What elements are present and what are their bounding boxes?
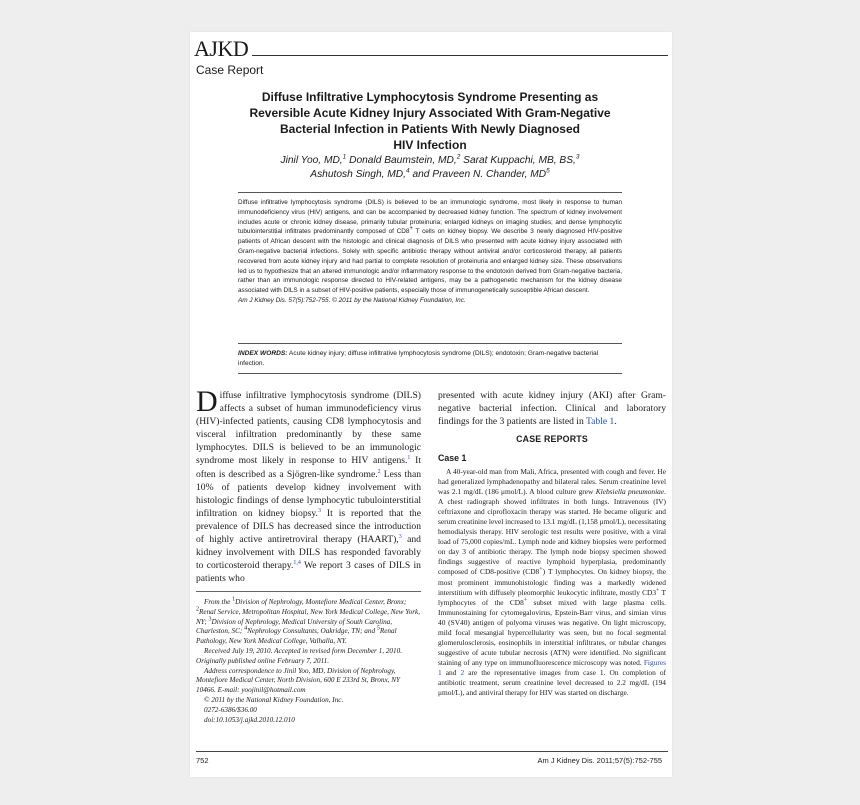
body-text: iffuse infiltrative lymphocytosis syndrome (DILS) affects a subset of human immunodeficiency virus (HIV)-infected patients, causing CD8 lymphocytosis and visceral infiltration predominantly by these same lymphocytes. DILS is believed to be an immunologic syndrome most likely in response to HIV antigens. xyxy=(196,390,421,467)
title-line: Bacterial Infection in Patients With Newly Diagnosed xyxy=(280,122,580,136)
case-1-heading: Case 1 xyxy=(438,453,467,463)
body-text: subset mixed with large plasma cells. Immunostaining for cytomegalovirus, Epstein-Barr virus, and simian virus 40 (SV40) antigen of polyoma viruses was negative. On light microscopy, mild focal mesangial hypercellularity was seen, but no focal segmental glomerulosclerosis, eosinophils in interstitial infiltrates, or tubular changes suggestive of acute tubular necrosis (ATN) were identified. No significant staining of any type on immunofluorescence microscopy was noted. xyxy=(438,597,666,667)
body-text: A 40-year-old man from Mali, Africa, presented with cough and fever. He had generalized lymphadenopathy and bilateral rales. Serum creatinine level was 2.1 mg/dL (186 μmol/L). A blood culture grew xyxy=(438,467,666,497)
organism-name: Klebsiella pneumoniae xyxy=(595,487,665,497)
reference-link[interactable]: 3 xyxy=(317,507,321,514)
body-text: are the representative images from case 1. On completion of antibiotic treatment, serum creatinine level decreased to 2.2 mg/dL (194 μmol/L), and antiviral therapy for HIV was started on discharge. xyxy=(438,667,666,698)
reference-link[interactable]: 2 xyxy=(377,468,381,475)
reference-link[interactable]: 1,4 xyxy=(293,560,301,567)
copyright-note: © 2011 by the National Kidney Foundation, Inc. xyxy=(204,695,344,704)
author-affiliation: 1 xyxy=(342,153,347,161)
section-label: Case Report xyxy=(196,63,264,77)
figure-link[interactable]: 2 xyxy=(460,667,465,677)
author-name: Sarat Kuppachi, MB, BS, xyxy=(460,155,576,166)
author-name: Donald Baumstein, MD, xyxy=(346,155,457,166)
reference-link[interactable]: 3 xyxy=(398,533,402,540)
abstract xyxy=(238,198,622,306)
superscript: + xyxy=(409,226,413,233)
title-line: Diffuse Infiltrative Lymphocytosis Syndrome Presenting as xyxy=(261,90,599,104)
body-text: Less than 10% of patients develop kidney involvement with histologic findings of dense lymphocytic tubulointerstitial infiltration on kidney biopsy. xyxy=(196,468,422,519)
received-note: Received July 19, 2010. Accepted in revised form December 1, 2010. Originally published online February 7, 2011. xyxy=(196,646,402,665)
footer-rule xyxy=(196,751,668,752)
body-text: It is reported that the prevalence of DILS has decreased since the introduction of highly active antiretroviral therapy (HAART), xyxy=(196,507,421,546)
article-title xyxy=(220,89,640,153)
abstract-mid-rule xyxy=(238,343,622,344)
index-words-label: INDEX WORDS: xyxy=(238,350,288,357)
header-rule xyxy=(252,55,668,56)
body-text: We report 3 cases of DILS in patients who xyxy=(196,560,421,585)
abstract-top-rule xyxy=(238,192,622,193)
body-text: It often is described as a Sjögren-like syndrome. xyxy=(196,455,421,480)
table-link[interactable]: Table 1 xyxy=(585,416,615,428)
title-line: HIV Infection xyxy=(393,138,467,152)
index-words xyxy=(238,349,622,369)
author-affiliation: 5 xyxy=(546,167,550,175)
page-number: 752 xyxy=(196,756,209,765)
correspondence-note: Address correspondence to Jinil Yoo, MD, Division of Nephrology, Montefiore Medical Center, North Division, 600 E 233rd St, Bronx, NY 10466. E-mail: yoojinil@hotmail.com xyxy=(196,666,401,695)
superscript: + xyxy=(656,587,660,594)
footer-citation: Am J Kidney Dis. 2011;57(5):752-755 xyxy=(537,756,662,765)
body-text: . xyxy=(614,416,617,428)
doi-note: doi:10.1053/j.ajkd.2010.12.010 xyxy=(204,715,295,724)
superscript: + xyxy=(523,597,528,604)
intro-column xyxy=(196,385,422,585)
intro-continued xyxy=(438,389,666,428)
author-name: and Praveen N. Chander, MD xyxy=(409,168,547,180)
author-list xyxy=(220,154,640,181)
footnote-rule xyxy=(196,591,421,592)
title-line: Reversible Acute Kidney Injury Associated With Gram-Negative xyxy=(249,106,611,120)
author-affiliation: 3 xyxy=(575,153,580,161)
body-text: T lymphocytes of the CD8 xyxy=(438,587,666,607)
author-name: Jinil Yoo, MD, xyxy=(280,155,343,166)
abstract-text: Diffuse infiltrative lymphocytosis syndrome (DILS) is believed to be an immunologic syndrome, most likely in response to human immunodeficiency virus (HIV) antigens, and can be accompanied by decreased kidney function. The spectrum of kidney involvement includes acute or chronic kidney disease, primarily tubular proteinuria; enlarged kidneys on imaging studies; and dense lymphocytic tubulointerstitial infiltrates predominantly composed of CD8 xyxy=(238,199,622,236)
abstract-text: T cells on kidney biopsy. We describe 3 newly diagnosed HIV-positive patients of African descent with the histologic and clinical diagnosis of DILS who presented with acute kidney injury associated with Gram-negative bacterial infections. Solely with specific antibiotic therapy without antiviral and/or corticosteroid therapy, all patients recovered from acute kidney injury and had partial to complete resolution of proteinuria and enlarged kidney size. These observations led us to hypothesize that an altered immunologic and/or inflammatory response to the endotoxin derived from Gram-negative bacteria, rather than an immunologic response directed to HIV-related antigens, may be a pathogenetic mechanism for the kidney disease associated with DILS in a subset of HIV-positive patients, especially those of immunogenetically susceptible African descent. xyxy=(238,228,623,295)
author-affiliation: 2 xyxy=(456,153,461,161)
body-text: and xyxy=(441,667,461,677)
abstract-bottom-rule xyxy=(238,373,622,374)
figure-link[interactable]: Figures 1 xyxy=(438,657,666,677)
superscript: + xyxy=(539,567,543,573)
case-reports-heading: CASE REPORTS xyxy=(516,434,588,444)
body-text: ) T lymphocytes. On kidney biopsy, the most prominent immunohistologic finding was a markedly widened interstitium with diffusely pleomorphic leukocytic infiltrate, mostly CD3 xyxy=(438,567,666,597)
affiliations-note: From the $^1$Division of Nephrology, Montefiore Medical Center, Bronx; $^2$Renal Service, Metropolitan Hospital, New York Medical College, New York, NY; $^3$Division of Nephrology, Medical University of South Carolina, Charleston, SC; $^4$Nephrology Consultants, Oakridge, TN; and $^5$Renal Pathology, New York Medical College, Valhalla, NY. xyxy=(196,596,420,646)
reference-link[interactable]: 1 xyxy=(407,455,411,462)
abstract-citation: Am J Kidney Dis. 57(5):752-755. © 2011 by the National Kidney Foundation, Inc. xyxy=(238,296,466,304)
issn-note: 0272-6386/$36.00 xyxy=(204,705,257,714)
case-1-text xyxy=(438,467,666,698)
drop-cap: D xyxy=(196,385,218,418)
index-words-text: Acute kidney injury; diffuse infiltrative lymphocytosis syndrome (DILS); endotoxin; Gram-negative bacterial infection. xyxy=(238,350,599,367)
body-text: . A chest radiograph showed infiltrates in both lungs. Intravenous (IV) ceftriaxone and ciprofloxacin therapy was started. He became oliguric and serum creatinine level increased to 13.1 mg/dL (1,158 μmol/L), necessitating hemodialysis therapy. HIV serologic test results were positive, with a viral load of 75,000 copies/mL. Lymph node and kidney biopsies were performed on day 3 of antibiotic therapy. The lymph node biopsy specimen showed findings suggestive of reactive lymphoid hyperplasia, predominantly composed of CD8-positive (CD8 xyxy=(438,487,666,577)
body-text: and kidney involvement with DILS has responded favorably to corticosteroid therapy. xyxy=(196,534,421,572)
paper-page xyxy=(190,32,672,777)
journal-logo: AJKD xyxy=(194,36,249,61)
footnotes xyxy=(196,598,421,725)
author-name: Ashutosh Singh, MD, xyxy=(310,168,406,180)
body-text: presented with acute kidney injury (AKI) after Gram-negative bacterial infection. Clinical and laboratory findings for the 3 patients are listed in xyxy=(438,390,666,428)
author-affiliation: 4 xyxy=(405,167,410,175)
